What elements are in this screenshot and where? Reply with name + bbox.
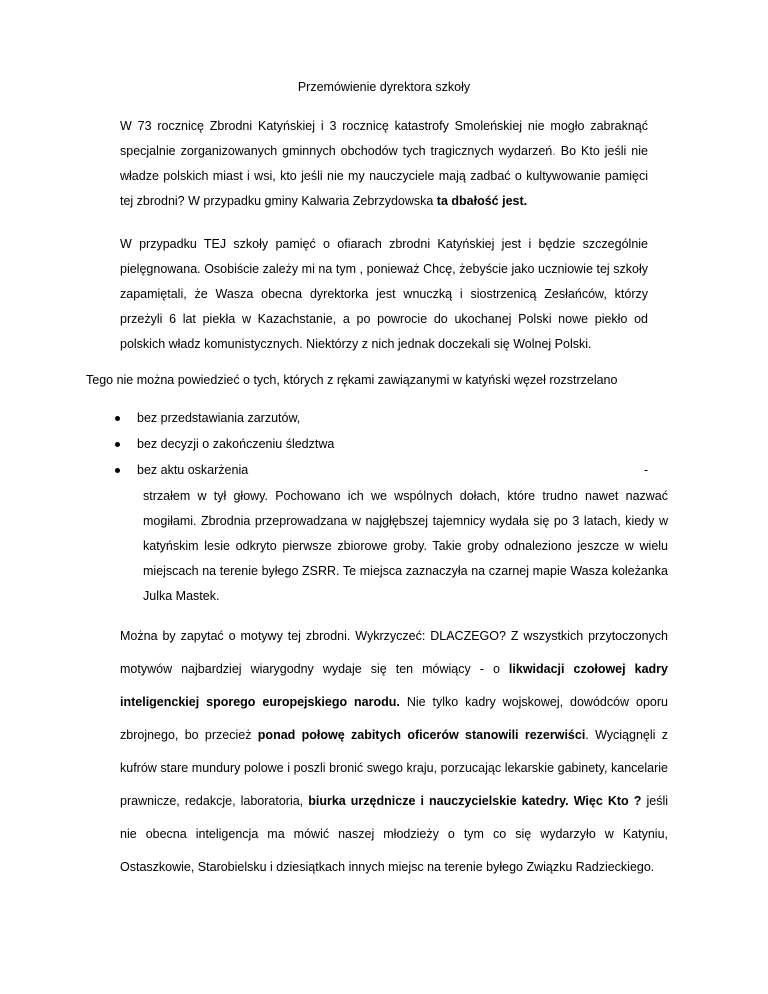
paragraph-1: [120, 114, 648, 214]
list-item: [112, 405, 652, 431]
p5-text-4: jeśli nie obecna inteligencja ma mówić naszej młodzieży o tym co się wydarzyło w Katyniu, Ostaszkowie, Starobielsku i dziesiątkach innych miejsc na terenie byłego Związku Radzieckiego.: [120, 794, 668, 874]
paragraph-2: W przypadku TEJ szkoły pamięć o ofiarach zbrodni Katyńskiej jest i będzie szczególnie pielęgnowana. Osobiście zależy mi na tym , ponieważ Chcę, żebyście jako uczniowie tej szkoły zapamiętali, że Wasza obecna dyrektorka jest wnuczką i siostrzenicą Zesłańców, którzy przeżyli 6 lat piekła w Kazachstanie, a po powrocie do ukochanej Polski nowe piekło od polskich władz komunistycznych. Niektórzy z nich jednak doczekali się Wolnej Polski.: [120, 237, 648, 351]
list-item-text: bez decyzji o zakończeniu śledztwa: [137, 437, 335, 451]
paragraph-5: [120, 620, 668, 884]
list-item-text: bez aktu oskarżenia: [137, 463, 249, 477]
bullet-dot-icon: [115, 442, 120, 447]
paragraph-3: Tego nie można powiedzieć o tych, których z rękami zawiązanymi w katyński węzeł rozstrzelano: [86, 373, 618, 387]
bullet-dot-icon: [115, 468, 120, 473]
list-item-text: bez przedstawiania zarzutów,: [137, 411, 301, 425]
p5-text-3: . Wyciągnęli z kufrów stare mundury polowe i poszli bronić swego kraju, porzucając lekarskie gabinety, kancelarie prawnicze, redakcje, laboratoria,: [120, 728, 668, 808]
p5-bold-1: likwidacji czołowej kadry inteligenckiej sporego europejskiego narodu.: [120, 662, 668, 709]
trailing-dash: -: [643, 463, 648, 477]
list-item: [112, 457, 652, 483]
document-title: Przemówienie dyrektora szkoły: [297, 80, 471, 94]
p5-bold-2: ponad połowę zabitych oficerów stanowili rezerwiści: [257, 728, 586, 742]
paragraph-4: strzałem w tył głowy. Pochowano ich we wspólnych dołach, które trudno nawet nazwać mogiłami. Zbrodnia przeprowadzana w najgłębszej tajemnicy wydała się po 3 latach, kiedy w katyńskim lesie odkryto pierwsze zbiorowe groby. Takie groby odnaleziono jeszcze w wielu miejscach na terenie byłego ZSRR. Te miejsca zaznaczyła na czarnej mapie Wasza koleżanka Julka Mastek.: [143, 489, 668, 603]
p5-text-1: Można by zapytać o motywy tej zbrodni. Wykrzyczeć: DLACZEGO? Z wszystkich przytoczonych motywów najbardziej wiarygodny wydaje się ten mówiący - o: [120, 629, 668, 676]
p5-bold-3: biurka urzędnicze i nauczycielskie katedry. Więc Kto ?: [308, 794, 642, 808]
p5-text-2: Nie tylko kadry wojskowej, dowódców oporu zbrojnego, bo przecież: [120, 695, 668, 742]
p1-text-b: Bo Kto jeśli nie władze polskich miast i wsi, kto jeśli nie my nauczyciele mają zadbać o kultywowanie pamięci tej zbrodni? W przypadku gminy Kalwaria Zebrzydowska: [120, 144, 648, 208]
bullet-dot-icon: [115, 416, 120, 421]
bullet-list: [112, 405, 652, 483]
p1-red-dot: .: [552, 144, 556, 158]
list-item: [112, 431, 652, 457]
p1-bold: ta dbałość jest.: [436, 194, 528, 208]
p1-text-a: W 73 rocznicę Zbrodni Katyńskiej i 3 rocznicę katastrofy Smoleńskiej nie mogło zabraknąć specjalnie zorganizowanych gminnych obchodów tych tragicznych wydarzeń: [120, 119, 648, 158]
